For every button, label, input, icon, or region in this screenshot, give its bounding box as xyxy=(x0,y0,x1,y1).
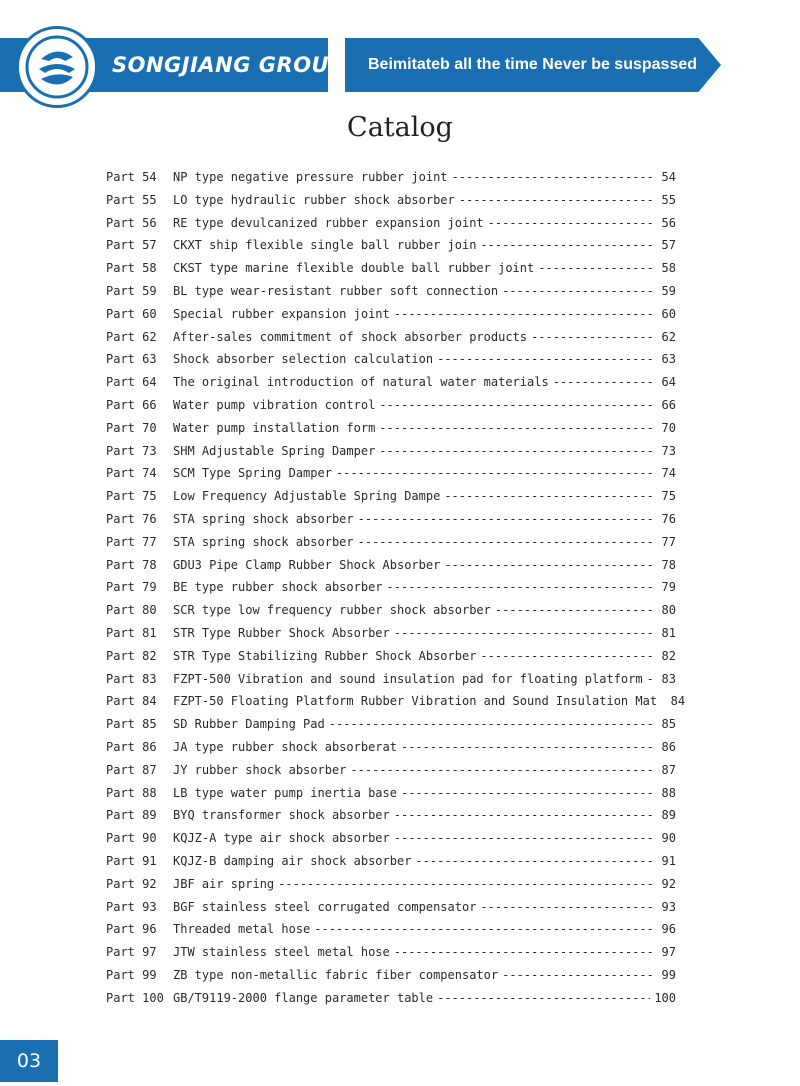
toc-part-label: Part 85 xyxy=(106,717,157,732)
toc-entry[interactable] xyxy=(106,421,676,444)
toc-part-label: Part 76 xyxy=(106,511,157,526)
toc-part-label: Part 66 xyxy=(106,397,157,412)
toc-page-number: 58 xyxy=(661,261,676,276)
toc-entry-title: STR Type Rubber Shock Absorber xyxy=(173,625,390,640)
toc-page-number: 60 xyxy=(661,306,676,321)
toc-entry[interactable] xyxy=(106,740,676,763)
toc-page-number: 89 xyxy=(661,808,676,823)
toc-page-number: 91 xyxy=(661,853,676,868)
toc-entry-title: NP type negative pressure rubber joint xyxy=(173,170,448,184)
toc-entry[interactable] xyxy=(106,945,676,968)
toc-entry-title: CKST type marine flexible double ball rubber joint xyxy=(173,261,535,276)
toc-part-label: Part 54 xyxy=(106,170,157,184)
toc-entry[interactable] xyxy=(106,968,676,991)
toc-page-number: 78 xyxy=(661,557,676,572)
toc-entry-title: GB/T9119-2000 flange parameter table xyxy=(173,990,434,1005)
toc-entry[interactable] xyxy=(106,307,676,330)
toc-part-label: Part 92 xyxy=(106,876,157,891)
toc-entry-title: GDU3 Pipe Clamp Rubber Shock Absorber xyxy=(173,557,441,572)
toc-part-label: Part 78 xyxy=(106,557,157,572)
toc-leader-dashes xyxy=(394,626,652,640)
toc-page-number: 83 xyxy=(661,671,676,686)
toc-leader-dashes xyxy=(394,945,652,959)
toc-page-number: 66 xyxy=(661,397,676,412)
toc-entry-title: After-sales commitment of shock absorber products xyxy=(173,329,528,344)
toc-entry[interactable] xyxy=(106,603,676,626)
toc-entry[interactable] xyxy=(106,717,676,740)
toc-part-label: Part 87 xyxy=(106,762,157,777)
toc-entry-title: BYQ transformer shock absorber xyxy=(173,808,390,823)
toc-entry[interactable] xyxy=(106,466,676,489)
toc-entry[interactable] xyxy=(106,626,676,649)
toc-page-number: 57 xyxy=(661,238,676,253)
toc-part-label: Part 62 xyxy=(106,329,157,344)
toc-entry-title: JY rubber shock absorber xyxy=(173,762,347,777)
toc-page-number: 64 xyxy=(661,375,676,390)
toc-entry[interactable] xyxy=(106,238,676,261)
toc-entry[interactable] xyxy=(106,261,676,284)
toc-entry[interactable] xyxy=(106,763,676,786)
toc-part-label: Part 73 xyxy=(106,443,157,458)
toc-part-label: Part 90 xyxy=(106,831,157,846)
toc-entry[interactable] xyxy=(106,831,676,854)
toc-leader-dashes xyxy=(387,580,652,594)
toc-leader-dashes xyxy=(336,466,652,480)
toc-part-label: Part 93 xyxy=(106,899,157,914)
toc-part-label: Part 97 xyxy=(106,945,157,960)
toc-entry-title: FZPT-500 Vibration and sound insulation pad for floating platform xyxy=(173,671,643,686)
toc-entry[interactable] xyxy=(106,900,676,923)
toc-entry[interactable] xyxy=(106,330,676,353)
toc-entry-title: JTW stainless steel metal hose xyxy=(173,945,390,960)
toc-leader-dashes xyxy=(394,307,652,321)
toc-page-number: 62 xyxy=(661,329,676,344)
toc-page-number: 54 xyxy=(661,170,676,184)
toc-leader-dashes xyxy=(415,854,652,868)
toc-entry-title: JBF air spring xyxy=(173,876,275,891)
toc-part-label: Part 75 xyxy=(106,489,157,504)
toc-page-number: 87 xyxy=(661,762,676,777)
toc-part-label: Part 84 xyxy=(106,694,157,709)
toc-page-number: 93 xyxy=(661,899,676,914)
toc-leader-dashes xyxy=(314,922,652,936)
toc-entry-title: Threaded metal hose xyxy=(173,922,311,937)
toc-entry-title: LO type hydraulic rubber shock absorber xyxy=(173,192,455,207)
toc-entry[interactable] xyxy=(106,786,676,809)
toc-part-label: Part 57 xyxy=(106,238,157,253)
toc-page-number: 80 xyxy=(661,603,676,618)
toc-leader-dashes xyxy=(350,763,652,777)
toc-part-label: Part 64 xyxy=(106,375,157,390)
toc-entry-title: SCM Type Spring Damper xyxy=(173,466,332,481)
toc-leader-dashes xyxy=(553,375,652,389)
toc-entry[interactable] xyxy=(106,535,676,558)
toc-leader-dashes xyxy=(459,193,652,207)
toc-entry-title: Special rubber expansion joint xyxy=(173,306,390,321)
toc-part-label: Part 70 xyxy=(106,420,157,435)
toc-leader-dashes xyxy=(329,717,652,731)
toc-leader-dashes xyxy=(444,558,652,572)
logo-swirl-icon xyxy=(19,29,95,105)
toc-page-number: 56 xyxy=(661,215,676,230)
toc-entry-title: BL type wear-resistant rubber soft connection xyxy=(173,283,499,298)
toc-leader-dashes xyxy=(437,991,650,1005)
table-of-contents xyxy=(106,170,686,1013)
toc-page-number: 90 xyxy=(661,831,676,846)
toc-part-label: Part 60 xyxy=(106,306,157,321)
toc-part-label: Part 58 xyxy=(106,261,157,276)
toc-entry-title: Shock absorber selection calculation xyxy=(173,352,434,367)
toc-leader-dashes xyxy=(358,512,652,526)
toc-entry-title: Low Frequency Adjustable Spring Dampe xyxy=(173,489,441,504)
page-number: 03 xyxy=(0,1040,58,1082)
toc-leader-dashes xyxy=(394,808,652,822)
toc-page-number: 77 xyxy=(661,534,676,549)
toc-entry-title: KQJZ-A type air shock absorber xyxy=(173,831,390,846)
toc-page-number: 97 xyxy=(661,945,676,960)
toc-entry[interactable] xyxy=(106,375,676,398)
toc-page-number: 73 xyxy=(661,443,676,458)
toc-leader-dashes xyxy=(379,421,652,435)
toc-leader-dashes xyxy=(531,330,652,344)
toc-leader-dashes xyxy=(480,900,652,914)
toc-page-number: 81 xyxy=(661,625,676,640)
toc-page-number: 88 xyxy=(661,785,676,800)
toc-entry-title: LB type water pump inertia base xyxy=(173,785,397,800)
toc-part-label: Part 91 xyxy=(106,853,157,868)
toc-part-label: Part 100 xyxy=(106,990,164,1005)
toc-part-label: Part 55 xyxy=(106,192,157,207)
toc-page-number: 63 xyxy=(661,352,676,367)
toc-page-number: 100 xyxy=(654,990,676,1005)
toc-leader-dashes xyxy=(538,261,652,275)
toc-leader-dashes xyxy=(394,831,652,845)
toc-part-label: Part 79 xyxy=(106,580,157,595)
brand-name: SONGJIANG GROUP xyxy=(112,53,345,77)
toc-leader-dashes xyxy=(379,444,652,458)
toc-entry[interactable] xyxy=(106,991,676,1014)
toc-part-label: Part 77 xyxy=(106,534,157,549)
toc-entry-title: JA type rubber shock absorberat xyxy=(173,739,397,754)
toc-part-label: Part 89 xyxy=(106,808,157,823)
toc-entry-title: STR Type Stabilizing Rubber Shock Absorber xyxy=(173,648,477,663)
toc-entry[interactable] xyxy=(106,284,676,307)
toc-page-number: 84 xyxy=(670,694,686,709)
toc-page-number: 85 xyxy=(661,717,676,732)
toc-leader-dashes xyxy=(401,740,652,754)
toc-leader-dashes xyxy=(502,284,652,298)
toc-page-number: 96 xyxy=(661,922,676,937)
toc-leader-dashes xyxy=(647,672,652,686)
toc-entry-title: KQJZ-B damping air shock absorber xyxy=(173,853,412,868)
toc-leader-dashes xyxy=(379,398,652,412)
toc-entry-title: Water pump installation form xyxy=(173,420,376,435)
toc-leader-dashes xyxy=(495,603,652,617)
slogan-text: Beimitateb all the time Never be suspassed xyxy=(368,56,698,73)
toc-entry-title: The original introduction of natural water materials xyxy=(173,375,549,390)
toc-entry-title: BE type rubber shock absorber xyxy=(173,580,383,595)
toc-entry[interactable] xyxy=(106,216,676,239)
toc-leader-dashes xyxy=(488,216,652,230)
toc-leader-dashes xyxy=(401,786,652,800)
toc-entry[interactable] xyxy=(106,922,676,945)
toc-entry[interactable] xyxy=(106,580,676,603)
toc-page-number: 79 xyxy=(661,580,676,595)
toc-entry[interactable] xyxy=(106,512,676,535)
toc-entry-title: SD Rubber Damping Pad xyxy=(173,717,325,732)
toc-leader-dashes xyxy=(452,170,652,184)
toc-page-number: 99 xyxy=(661,967,676,982)
toc-part-label: Part 82 xyxy=(106,648,157,663)
toc-part-label: Part 81 xyxy=(106,625,157,640)
toc-part-label: Part 59 xyxy=(106,283,157,298)
toc-leader-dashes xyxy=(278,877,652,891)
toc-page-number: 74 xyxy=(661,466,676,481)
toc-page-number: 86 xyxy=(661,739,676,754)
toc-entry[interactable] xyxy=(106,398,676,421)
page-title: Catalog xyxy=(347,112,453,143)
toc-entry[interactable] xyxy=(106,808,676,831)
toc-entry-title: STA spring shock absorber xyxy=(173,511,354,526)
toc-entry[interactable] xyxy=(106,558,676,581)
toc-entry[interactable] xyxy=(106,649,676,672)
toc-entry[interactable] xyxy=(106,352,676,375)
toc-entry-title: CKXT ship flexible single ball rubber join xyxy=(173,238,477,253)
toc-entry[interactable] xyxy=(106,672,676,695)
toc-page-number: 55 xyxy=(661,192,676,207)
toc-page-number: 76 xyxy=(661,511,676,526)
toc-entry-title: SHM Adjustable Spring Damper xyxy=(173,443,376,458)
toc-entry-title: ZB type non-metallic fabric fiber compensator xyxy=(173,967,499,982)
toc-part-label: Part 88 xyxy=(106,785,157,800)
toc-entry-title: SCR type low frequency rubber shock absorber xyxy=(173,603,491,618)
toc-page-number: 92 xyxy=(661,876,676,891)
company-logo xyxy=(16,26,98,108)
toc-entry[interactable] xyxy=(106,444,676,467)
toc-part-label: Part 86 xyxy=(106,739,157,754)
toc-leader-dashes xyxy=(444,489,652,503)
toc-entry-title: RE type devulcanized rubber expansion joint xyxy=(173,215,484,230)
toc-part-label: Part 56 xyxy=(106,215,157,230)
toc-leader-dashes xyxy=(480,649,652,663)
toc-part-label: Part 96 xyxy=(106,922,157,937)
toc-entry[interactable] xyxy=(106,854,676,877)
toc-page-number: 59 xyxy=(661,283,676,298)
toc-entry[interactable] xyxy=(106,170,676,193)
toc-leader-dashes xyxy=(358,535,652,549)
toc-entry-title: STA spring shock absorber xyxy=(173,534,354,549)
toc-part-label: Part 99 xyxy=(106,967,157,982)
toc-page-number: 70 xyxy=(661,420,676,435)
toc-page-number: 82 xyxy=(661,648,676,663)
toc-entry-title: BGF stainless steel corrugated compensator xyxy=(173,899,477,914)
toc-entry[interactable] xyxy=(106,193,676,216)
toc-page-number: 75 xyxy=(661,489,676,504)
toc-entry[interactable] xyxy=(106,877,676,900)
toc-part-label: Part 83 xyxy=(106,671,157,686)
toc-entry-title: Water pump vibration control xyxy=(173,397,376,412)
toc-entry[interactable] xyxy=(106,489,676,512)
toc-leader-dashes xyxy=(502,968,652,982)
toc-part-label: Part 80 xyxy=(106,603,157,618)
toc-entry-title: FZPT-50 Floating Platform Rubber Vibration and Sound Insulation Mat xyxy=(173,694,658,709)
toc-leader-dashes xyxy=(437,352,652,366)
toc-part-label: Part 63 xyxy=(106,352,157,367)
toc-entry[interactable] xyxy=(106,694,686,717)
toc-part-label: Part 74 xyxy=(106,466,157,481)
toc-leader-dashes xyxy=(480,238,652,252)
